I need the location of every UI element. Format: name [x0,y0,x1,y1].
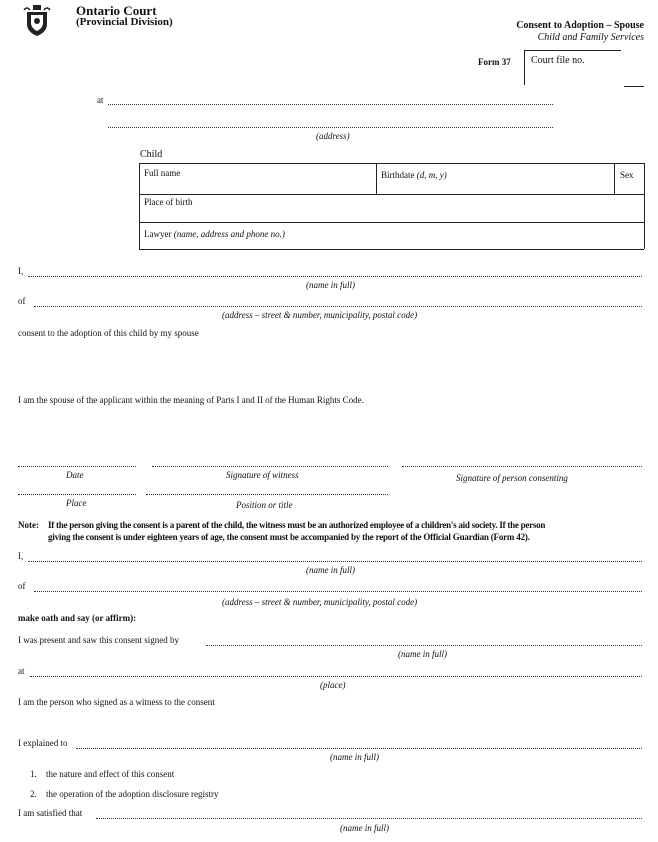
child-place-of-birth-field[interactable] [210,196,640,220]
place-signed-caption: (place) [320,680,346,690]
affidavit-name-caption: (name in full) [306,565,355,575]
consent-name-field[interactable] [28,276,642,277]
date-caption: Date [66,470,84,480]
child-sex-label: Sex [620,170,634,180]
present-name-caption: (name in full) [398,649,447,659]
consent-i-label: I, [18,266,24,276]
position-field[interactable] [146,494,388,495]
child-box-bottom-line [139,249,644,250]
note-line-1: If the person giving the consent is a parent of the child, the witness must be an authorized employee of a children's aid society. If the person [48,520,546,530]
child-full-name-label: Full name [144,168,181,178]
spouse-statement: I am the spouse of the applicant within the meaning of Parts I and II of the Human Rights Code. [18,395,364,405]
present-name-field[interactable] [206,645,642,646]
place-field[interactable] [18,494,136,495]
oath-statement: make oath and say (or affirm): [18,613,137,623]
child-full-name-field[interactable] [190,168,372,192]
child-birthdate-label [381,170,447,180]
affidavit-at-label: at [18,666,25,676]
consent-address-field[interactable] [34,306,642,307]
explained-name-caption: (name in full) [330,752,379,762]
court-file-number-field[interactable] [624,86,644,87]
lawyer-hint: (name, address and phone no.) [173,229,285,239]
explained-statement: I explained to [18,738,68,748]
form-title: Consent to Adoption – Spouse [516,20,644,31]
child-lawyer-label [144,229,285,239]
explained-name-field[interactable] [76,748,642,749]
birthdate-format: (d, m, y) [416,170,447,180]
court-division: (Provincial Division) [76,16,173,28]
satisfied-name-caption: (name in full) [340,823,389,833]
child-title: Child [140,149,163,160]
affidavit-of-label: of [18,581,26,591]
child-box-right-edge [644,163,645,249]
place-signed-field[interactable] [30,676,642,677]
item-1-number: 1. [30,769,37,779]
at-address-field[interactable] [108,104,553,105]
note-label: Note: [18,520,39,530]
child-lawyer-field[interactable] [315,225,640,247]
consent-statement: consent to the adoption of this child by my spouse [18,328,199,338]
child-box-top-line [139,163,644,164]
satisfied-name-field[interactable] [96,818,642,819]
affidavit-i-label: I, [18,551,24,561]
consent-of-label: of [18,296,26,306]
child-box-line-3 [139,222,644,223]
consent-address-caption: (address – street & number, municipality, postal code) [222,310,418,320]
affidavit-address-field[interactable] [34,591,642,592]
witness-caption: Signature of witness [226,470,299,480]
child-box-birthdate-divider [376,163,377,194]
note-line-2: giving the consent is under eighteen years of age, the consent must be accompanied by the report of the Official Guardian (Form 42). [48,532,530,542]
form-number: Form 37 [478,57,511,67]
coat-of-arms-logo [22,4,52,38]
date-field[interactable] [18,466,136,467]
consent-name-caption: (name in full) [306,280,355,290]
present-statement: I was present and saw this consent signed by [18,635,179,645]
consenting-signature-field[interactable] [402,466,642,467]
item-1-text: the nature and effect of this consent [46,769,175,779]
child-birthdate-field[interactable] [470,168,610,192]
court-file-label: Court file no. [531,55,585,66]
form-subtitle: Child and Family Services [537,32,644,43]
child-box-line-2 [139,194,644,195]
position-caption: Position or title [236,500,293,510]
court-name: Ontario Court [76,3,157,18]
child-place-of-birth-label: Place of birth [144,197,193,207]
address-caption: (address) [316,131,350,141]
item-2-text: the operation of the adoption disclosure registry [46,789,219,799]
affidavit-name-field[interactable] [28,561,642,562]
child-box-sex-divider [614,163,615,194]
witness-statement: I am the person who signed as a witness to the consent [18,697,215,707]
lawyer-label-text: Lawyer [144,229,172,239]
consenting-caption: Signature of person consenting [456,473,568,483]
at-label: at [97,95,104,105]
witness-signature-field[interactable] [152,466,388,467]
item-2-number: 2. [30,789,37,799]
affidavit-address-caption: (address – street & number, municipality, postal code) [222,597,418,607]
satisfied-statement: I am satisfied that [18,808,83,818]
birthdate-label-text: Birthdate [381,170,415,180]
place-caption: Place [66,498,87,508]
address-field-line2[interactable] [108,127,553,128]
